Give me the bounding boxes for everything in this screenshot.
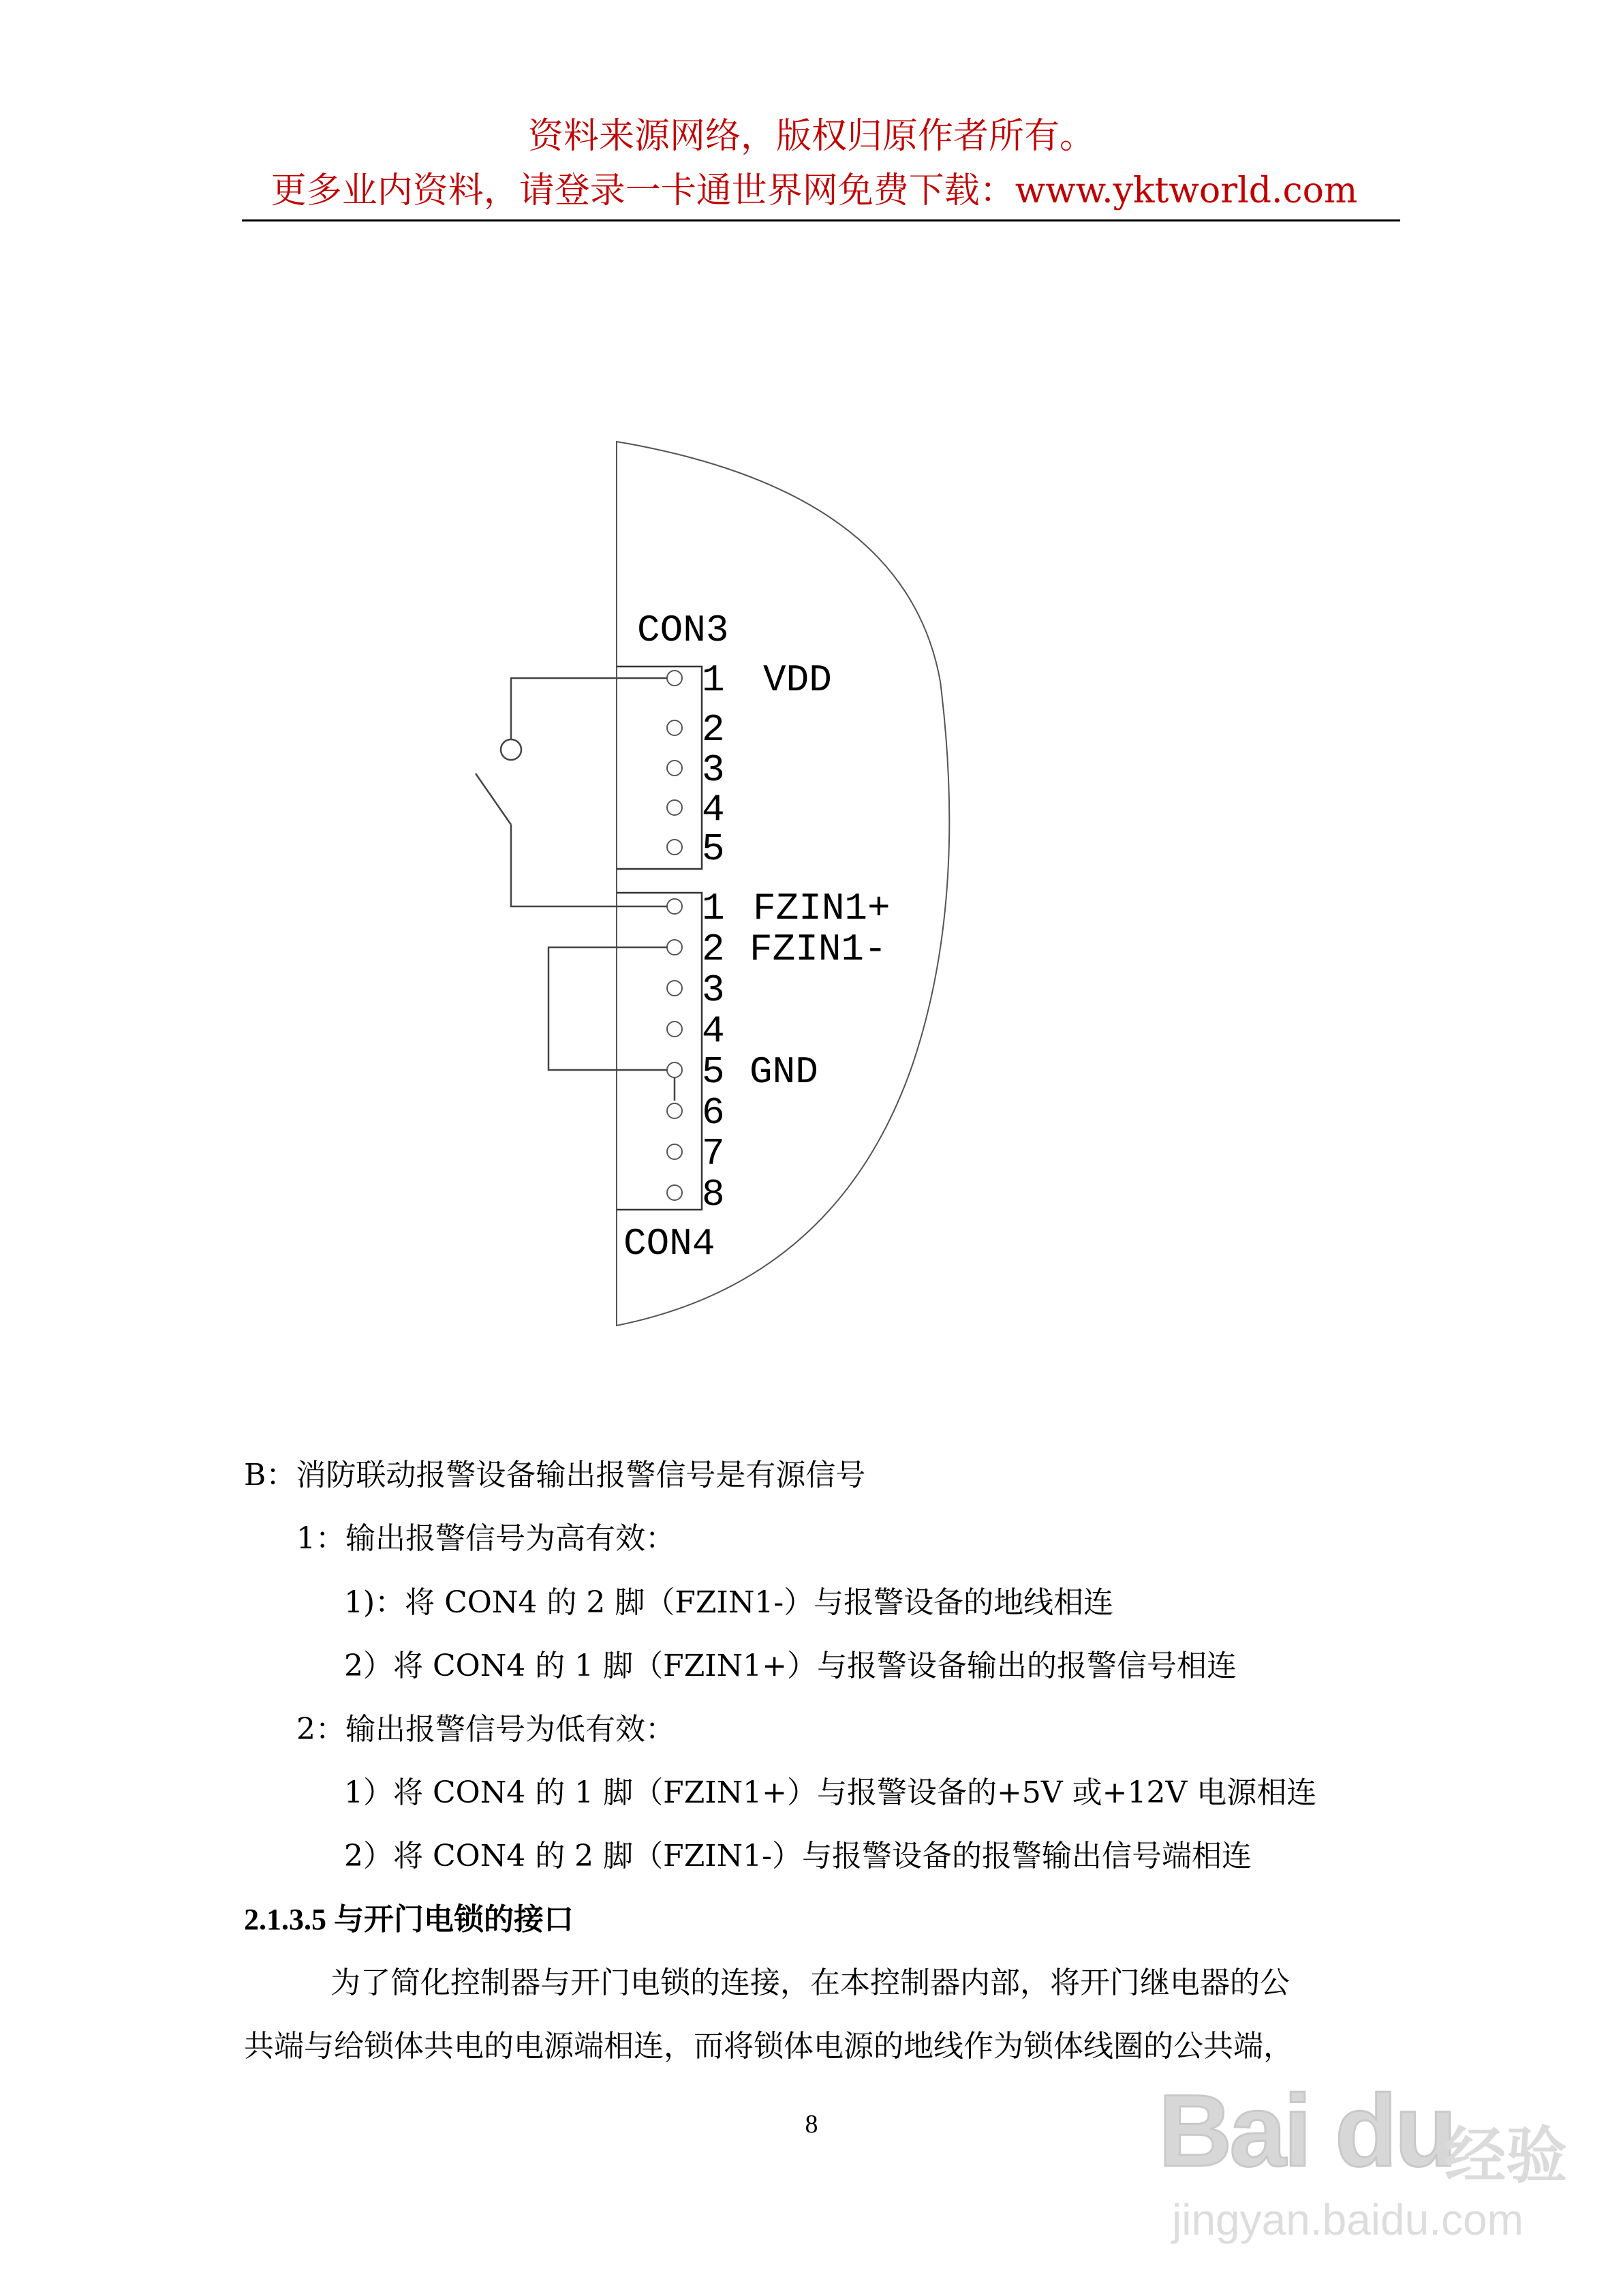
con4-pin-circle: [667, 1062, 682, 1077]
jingyan-logo-text: 经验: [1444, 2119, 1567, 2192]
list-item-2-2: 2）将 CON4 的 2 脚（FZIN1-）与报警设备的报警输出信号端相连: [344, 1839, 1252, 1873]
list-item-1: 1：输出报警信号为高有效：: [296, 1521, 675, 1556]
switch-contact-icon: [501, 739, 521, 760]
con3-label: CON3: [637, 609, 729, 652]
list-item-1-2: 2）将 CON4 的 1 脚（FZIN1+）与报警设备输出的报警信号相连: [344, 1649, 1237, 1683]
paragraph-line-1: 为了简化控制器与开门电锁的连接，在本控制器内部，将开门继电器的公: [330, 1965, 1290, 2000]
con3-pin-circle: [667, 671, 682, 686]
baidu-logo-text: Bai du: [1158, 2073, 1455, 2188]
signal-vdd-label: VDD: [763, 658, 832, 702]
signal-fzin1-plus-label: FZIN1+: [753, 887, 891, 930]
section-heading-2-1-3-5: 2.1.3.5 与开门电锁的接口: [244, 1903, 574, 1936]
baidu-jingyan-watermark: [1158, 2058, 1567, 2263]
con4-pin-number: 3: [702, 968, 725, 1012]
ground-link-wiring: [548, 947, 675, 1101]
con3-pin-circle: [667, 840, 682, 855]
con3-pin-number: 4: [702, 788, 725, 831]
con4-pin-circle: [667, 1103, 682, 1118]
section-b-title: B：消防联动报警设备输出报警信号是有源信号: [244, 1458, 866, 1493]
con4-pin-circle: [667, 1022, 682, 1037]
con4-pin-circle: [667, 981, 682, 996]
fzin1-minus-to-gnd-wire: [548, 947, 667, 1070]
alarm-switch-wiring: [476, 678, 667, 906]
con4-pin-circles: [667, 899, 682, 1200]
con4-pin-circle: [667, 899, 682, 914]
list-item-1-1: 1)：将 CON4 的 2 脚（FZIN1-）与报警设备的地线相连: [344, 1585, 1114, 1620]
con3-bracket: [617, 667, 702, 869]
con3-pin-circles: [667, 671, 682, 855]
con4-pin-number: 8: [702, 1173, 725, 1216]
con4-bracket: [617, 893, 702, 1210]
watermark-url: jingyan.baidu.com: [1172, 2195, 1524, 2244]
paragraph-line-2: 共端与给锁体共电的电源端相连，而将锁体电源的地线作为锁体线圈的公共端，: [244, 2029, 1293, 2064]
con4-pin-number: 1: [702, 887, 725, 930]
con4-pin-circle: [667, 1144, 682, 1159]
con4-pin-number: 5: [702, 1050, 725, 1094]
list-item-2-1: 1）将 CON4 的 1 脚（FZIN1+）与报警设备的+5V 或+12V 电源相连: [344, 1775, 1317, 1810]
con3-pin-circle: [667, 761, 682, 776]
con3-pin-number: 1: [702, 658, 725, 702]
con4-pin-circle: [667, 1185, 682, 1200]
header-download-notice: 更多业内资料，请登录一卡通世界网免费下载：www.yktworld.com: [270, 170, 1358, 211]
signal-gnd-label: GND: [749, 1050, 818, 1094]
con3-pin-circle: [667, 800, 682, 815]
con4-pin-number: 7: [702, 1132, 725, 1176]
switch-lever-icon: [476, 774, 511, 825]
con3-pin-number: 2: [702, 708, 725, 752]
list-item-2: 2：输出报警信号为低有效：: [296, 1712, 675, 1747]
con4-pin-number: 4: [702, 1009, 725, 1053]
con4-pin-number: 6: [702, 1091, 725, 1135]
con4-label: CON4: [623, 1222, 715, 1266]
con3-pin-circle: [667, 720, 682, 735]
page-number: 8: [805, 2110, 818, 2139]
header-source-notice: 资料来源网络，版权归原作者所有。: [527, 116, 1095, 157]
vdd-wire: [511, 678, 667, 739]
con3-pin-number: 5: [702, 827, 725, 871]
con3-pin-number: 3: [702, 748, 725, 792]
con4-pin-number: 2: [702, 928, 725, 971]
fzin1-plus-wire: [511, 825, 667, 906]
signal-fzin1-minus-label: FZIN1-: [749, 928, 887, 971]
con4-pin-circle: [667, 940, 682, 955]
